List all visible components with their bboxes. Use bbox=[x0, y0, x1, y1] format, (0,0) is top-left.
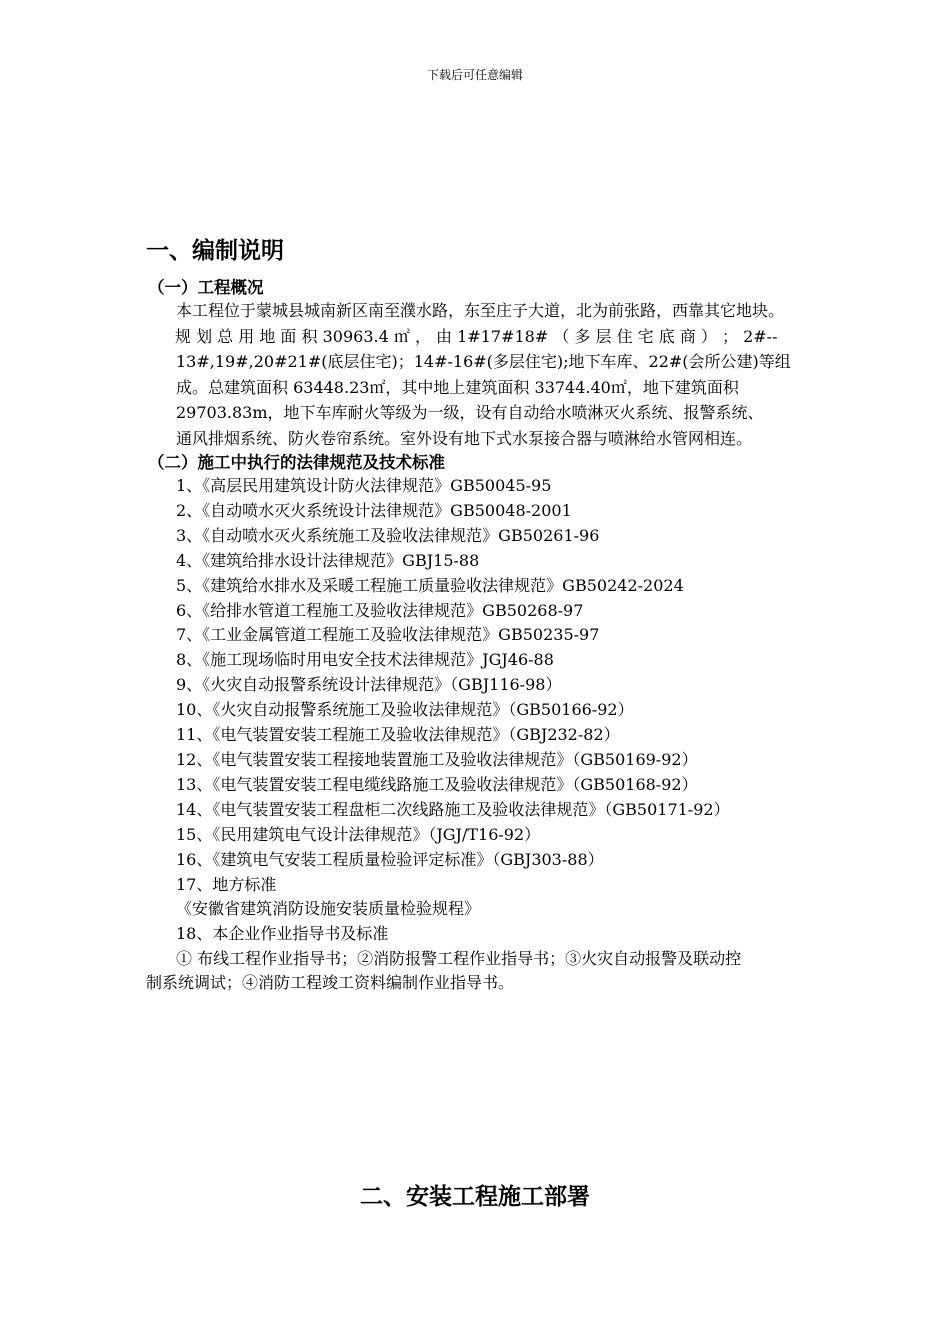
standard-item: 5、《建筑给水排水及采暖工程施工质量验收法律规范》GB50242-2024 bbox=[176, 575, 684, 595]
section-2-title: 二、安装工程施工部署 bbox=[360, 1184, 590, 1210]
guidebook-line: ① 布线工程作业指导书；②消防报警工程作业指导书；③火灾自动报警及联动控 bbox=[176, 949, 742, 968]
subsection-overview-title: （一）工程概况 bbox=[148, 278, 264, 297]
overview-line: 通风排烟系统、防火卷帘系统。室外设有地下式水泵接合器与喷淋给水管网相连。 bbox=[176, 428, 753, 448]
overview-line: 29703.83m，地下车库耐火等级为一级，设有自动给水喷淋灭火系统、报警系统、 bbox=[176, 403, 764, 423]
standard-item: 17、地方标准 bbox=[176, 874, 277, 894]
section-1-title: 一、编制说明 bbox=[146, 238, 284, 264]
overview-line: 成。总建筑面积 63448.23㎡，其中地上建筑面积 33744.40㎡，地下建筑面积 bbox=[176, 377, 739, 397]
overview-line: 13#,19#,20#21#(底层住宅)；14#-16#(多层住宅);地下车库、22#(会所公建)等组 bbox=[176, 352, 791, 372]
standard-item: 《安徽省建筑消防设施安装质量检验规程》 bbox=[176, 899, 481, 919]
standard-item: 13、《电气装置安装工程电缆线路施工及验收法律规范》（GB50168-92） bbox=[176, 774, 698, 794]
standards-list bbox=[176, 474, 730, 947]
standard-item: 6、《给排水管道工程施工及验收法律规范》GB50268-97 bbox=[176, 600, 584, 620]
standard-item: 18、本企业作业指导书及标准 bbox=[176, 924, 389, 944]
overview-line: 本工程位于蒙城县城南新区南至濮水路，东至庄子大道，北为前张路，西靠其它地块。 bbox=[176, 301, 785, 320]
page-header: 下载后可任意编辑 bbox=[426, 68, 523, 82]
guidebook-line: 制系统调试；④消防工程竣工资料编制作业指导书。 bbox=[146, 973, 515, 992]
overview-paragraph bbox=[176, 298, 836, 452]
standard-item: 11、《电气装置安装工程施工及验收法律规范》（GBJ232-82） bbox=[176, 725, 620, 745]
standard-item: 7、《工业金属管道工程施工及验收法律规范》GB50235-97 bbox=[176, 625, 600, 645]
standard-item: 8、《施工现场临时用电安全技术法律规范》JGJ46-88 bbox=[176, 650, 554, 670]
standard-item: 9、《火灾自动报警系统设计法律规范》（GBJ116-98） bbox=[176, 675, 562, 695]
subsection-standards-title: （二）施工中执行的法律规范及技术标准 bbox=[148, 453, 445, 472]
standard-item: 15、《民用建筑电气设计法律规范》（JGJ/T16-92） bbox=[176, 824, 541, 844]
overview-line: 规 划 总 用 地 面 积 30963.4 ㎡ ， 由 1#17#18# （ 多 层 住 宅 底 商 ） ； 2#-- bbox=[175, 326, 778, 346]
guidebook-paragraph bbox=[146, 947, 741, 995]
standard-item: 10、《火灾自动报警系统施工及验收法律规范》（GB50166-92） bbox=[176, 700, 634, 720]
standard-item: 12、《电气装置安装工程接地装置施工及验收法律规范》（GB50169-92） bbox=[176, 749, 698, 769]
standard-item: 16、《建筑电气安装工程质量检验评定标准》（GBJ303-88） bbox=[176, 849, 604, 869]
standard-item: 1、《高层民用建筑设计防火法律规范》GB50045-95 bbox=[176, 476, 552, 495]
standard-item: 3、《自动喷水灭火系统施工及验收法律规范》GB50261-96 bbox=[176, 525, 600, 545]
standard-item: 14、《电气装置安装工程盘柜二次线路施工及验收法律规范》（GB50171-92） bbox=[176, 799, 730, 819]
standard-item: 4、《建筑给排水设计法律规范》GBJ15-88 bbox=[176, 550, 480, 570]
standard-item: 2、《自动喷水灭火系统设计法律规范》GB50048-2001 bbox=[176, 500, 572, 520]
